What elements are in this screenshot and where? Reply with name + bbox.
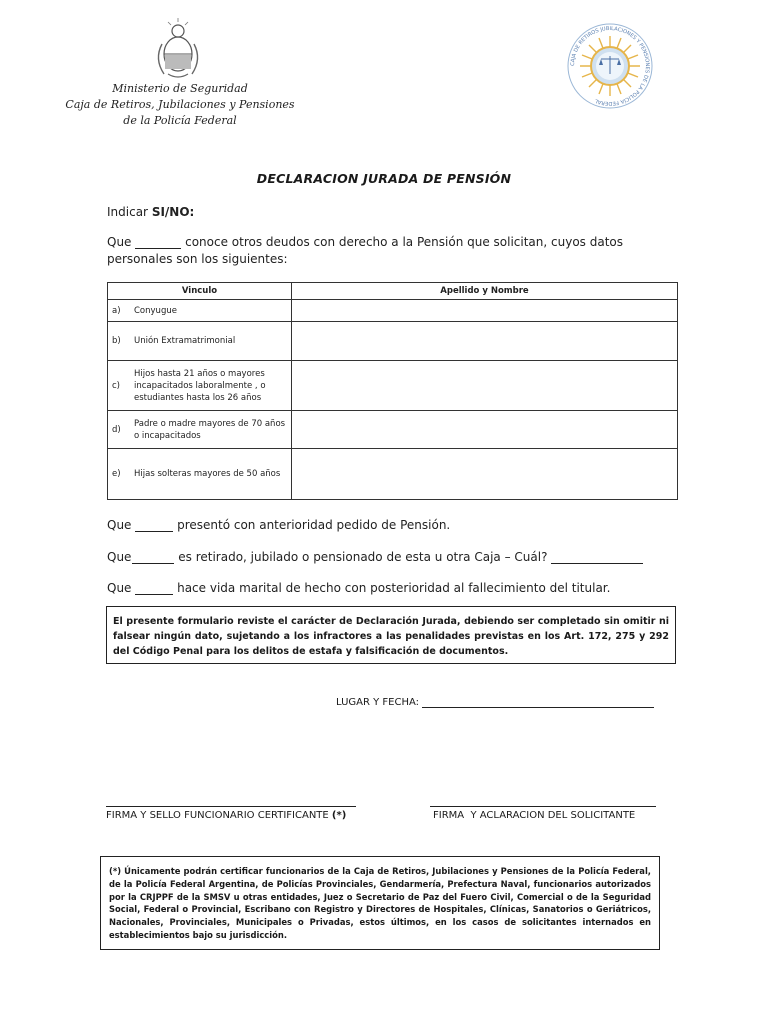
lugar-fecha-field[interactable] — [422, 698, 654, 708]
intro-line-2: personales son los siguientes: — [107, 252, 288, 266]
table-row — [108, 361, 678, 411]
row-letter: d) — [112, 424, 121, 435]
intro-que: Que — [107, 235, 132, 249]
question-text: hace vida marital de hecho con posterioridad al fallecimiento del titular. — [177, 581, 611, 595]
intro-text: conoce otros deudos con derecho a la Pensión que solicitan, cuyos datos — [185, 235, 624, 249]
cual-caja-blank-field[interactable] — [551, 552, 643, 564]
apellido-nombre-cell[interactable] — [292, 411, 678, 449]
presento-blank-field[interactable] — [135, 520, 173, 532]
apellido-nombre-cell[interactable] — [292, 322, 678, 361]
question-prefix: Que — [107, 518, 132, 532]
row-letter: c) — [112, 380, 120, 391]
retirado-blank-field[interactable] — [132, 552, 174, 564]
deudos-table — [107, 282, 678, 500]
question-prefix: Que — [107, 550, 132, 564]
argentine-coat-of-arms-icon — [150, 14, 206, 84]
ministry-line-3: de la Policía Federal — [123, 114, 237, 127]
table-row — [108, 449, 678, 500]
signature-line-funcionario[interactable] — [106, 806, 356, 807]
caja-seal-icon — [566, 22, 654, 110]
question-retirado — [107, 550, 667, 564]
lugar-fecha-line — [336, 697, 654, 708]
apellido-nombre-cell[interactable] — [292, 449, 678, 500]
row-label: Unión Extramatrimonial — [134, 336, 236, 346]
row-letter: a) — [112, 305, 121, 316]
certification-footnote: (*) Únicamente podrán certificar funcionarios de la Caja de Retiros, Jubilaciones y Pensiones de la Policía Federal, de la Policía Federal Argentina, de Policías Provinciales, Gendarmería, Prefectura Naval, funcionarios autorizados por la CRJPPF de la SMSV u otras entidades, Juez o Secretario de Paz del Fuero Civil, Comercial o de la Seguridad Social, Federal o Provincial, Escribano con Registro y Directores de Hospitales, Clínicas, Sanatorios o Geriátricos, Nacionales, Provinciales, Municipales o Privadas, estos últimos, en los casos de solicitantes internados en establecimientos bajo su jurisdicción. — [100, 856, 660, 950]
signature-funcionario-text: FIRMA Y SELLO FUNCIONARIO CERTIFICANTE — [106, 810, 329, 821]
ministry-line-2: Caja de Retiros, Jubilaciones y Pensiones — [65, 98, 295, 111]
signature-line-solicitante[interactable] — [430, 806, 656, 807]
apellido-nombre-cell[interactable] — [292, 300, 678, 322]
indicar-prefix: Indicar — [107, 205, 148, 219]
indicar-si-no: SI/NO: — [151, 205, 195, 219]
vida-marital-blank-field[interactable] — [135, 583, 173, 595]
row-label: Padre o madre mayores de 70 años o incapacitados — [134, 418, 286, 441]
table-row — [108, 411, 678, 449]
indicar-line — [107, 205, 194, 219]
ministry-line-1: Ministerio de Seguridad — [112, 82, 248, 95]
table-row — [108, 300, 678, 322]
row-label: Hijos hasta 21 años o mayores incapacitados laboralmente , o estudiantes hasta los 26 años — [134, 368, 266, 403]
signature-label-funcionario — [106, 810, 346, 821]
table-row — [108, 322, 678, 361]
document-title: DECLARACION JURADA DE PENSIÓN — [256, 171, 512, 186]
lugar-fecha-label: LUGAR Y FECHA: — [336, 697, 420, 708]
signature-label-solicitante: FIRMA Y ACLARACION DEL SOLICITANTE — [433, 810, 636, 821]
seal-text: CAJA DE RETIROS JUBILACIONES Y PENSIONES DE LA POLICÍA FEDERAL — [569, 25, 651, 107]
intro-line-1 — [107, 235, 687, 249]
question-text: es retirado, jubilado o pensionado de esta u otra Caja – Cuál? — [178, 550, 548, 564]
column-header-apellido-nombre: Apellido y Nombre — [292, 283, 678, 300]
question-text: presentó con anterioridad pedido de Pensión. — [177, 518, 451, 532]
row-letter: b) — [112, 336, 121, 346]
question-vida-marital — [107, 581, 610, 595]
apellido-nombre-cell[interactable] — [292, 361, 678, 411]
row-label: Conyugue — [134, 305, 177, 316]
row-letter: e) — [112, 469, 121, 479]
question-prefix: Que — [107, 581, 132, 595]
declaracion-jurada-warning: El presente formulario reviste el carácter de Declaración Jurada, debiendo ser completado sin omitir ni falsear ningún dato, sujetando a los infractores a las penalidades previstas en los Art. 172, 275 y 292 del Código Penal para los delitos de estafa y falsificación de documentos. — [106, 606, 676, 664]
column-header-vinculo: Vinculo — [108, 283, 292, 300]
question-presento — [107, 518, 450, 532]
signature-funcionario-mark: (*) — [331, 810, 347, 821]
intro-blank-field[interactable] — [135, 237, 181, 249]
table-header-row — [108, 283, 678, 300]
row-label: Hijas solteras mayores de 50 años — [134, 469, 281, 479]
